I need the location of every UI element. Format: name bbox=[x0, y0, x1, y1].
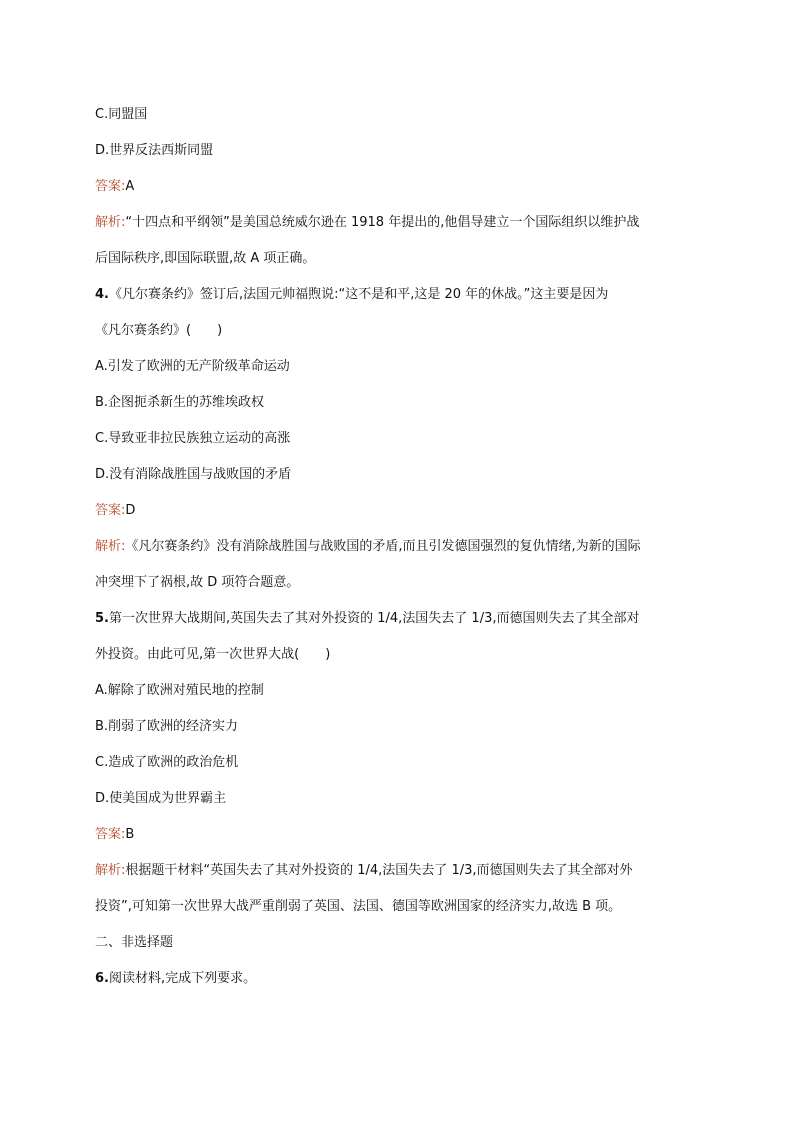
answer-value: A bbox=[125, 179, 135, 194]
q5-stem-line2: 外投资。由此可见,第一次世界大战( ) bbox=[95, 647, 331, 662]
q4-analysis-line1 bbox=[95, 538, 641, 556]
analysis-label: 解析: bbox=[95, 863, 126, 878]
q5-analysis-line1 bbox=[95, 862, 633, 880]
q3-option-d: D.世界反法西斯同盟 bbox=[95, 143, 214, 158]
q5-option-b: B.削弱了欧洲的经济实力 bbox=[95, 719, 239, 734]
question-stem: 第一次世界大战期间,英国失去了其对外投资的 1/4,法国失去了 1/3,而德国则失去了其全部对 bbox=[108, 611, 640, 626]
q5-answer bbox=[95, 826, 134, 844]
answer-label: 答案: bbox=[95, 503, 126, 518]
q4-stem-line2: 《凡尔赛条约》( ) bbox=[95, 323, 223, 338]
q5-option-d: D.使美国成为世界霸主 bbox=[95, 791, 227, 806]
section-heading: 二、非选择题 bbox=[95, 935, 174, 950]
q4-stem-line1 bbox=[95, 286, 608, 304]
q4-option-c: C.导致亚非拉民族独立运动的高涨 bbox=[95, 431, 291, 446]
q4-option-b: B.企图扼杀新生的苏维埃政权 bbox=[95, 395, 265, 410]
answer-value: B bbox=[125, 827, 135, 842]
analysis-text: 根据题干材料“英国失去了其对外投资的 1/4,法国失去了 1/3,而德国则失去了其全部对外 bbox=[125, 863, 633, 878]
q5-analysis-line2: 投资”,可知第一次世界大战严重削弱了英国、法国、德国等欧洲国家的经济实力,故选 B 项。 bbox=[95, 899, 622, 914]
q5-stem-line1 bbox=[95, 610, 640, 628]
q4-answer bbox=[95, 502, 135, 520]
analysis-label: 解析: bbox=[95, 539, 126, 554]
q4-option-d: D.没有消除战胜国与战败国的矛盾 bbox=[95, 467, 292, 482]
answer-value: D bbox=[125, 503, 136, 518]
answer-label: 答案: bbox=[95, 179, 126, 194]
q4-analysis-line2: 冲突埋下了祸根,故 D 项符合题意。 bbox=[95, 575, 300, 590]
question-stem: 《凡尔赛条约》签订后,法国元帅福煦说:“这不是和平,这是 20 年的休战。”这主要是因为 bbox=[108, 287, 609, 302]
q5-option-a: A.解除了欧洲对殖民地的控制 bbox=[95, 683, 264, 698]
analysis-text: 《凡尔赛条约》没有消除战胜国与战败国的矛盾,而且引发德国强烈的复仇情绪,为新的国际 bbox=[125, 539, 641, 554]
analysis-label: 解析: bbox=[95, 215, 126, 230]
question-number: 6. bbox=[95, 971, 109, 986]
analysis-text: “十四点和平纲领”是美国总统威尔逊在 1918 年提出的,他倡导建立一个国际组织以维护战 bbox=[125, 215, 640, 230]
question-number: 4. bbox=[95, 287, 109, 302]
q3-option-c: C.同盟国 bbox=[95, 107, 148, 122]
q3-analysis-line2: 后国际秩序,即国际联盟,故 A 项正确。 bbox=[95, 251, 316, 266]
q4-option-a: A.引发了欧洲的无产阶级革命运动 bbox=[95, 359, 290, 374]
question-number: 5. bbox=[95, 611, 109, 626]
q5-option-c: C.造成了欧洲的政治危机 bbox=[95, 755, 239, 770]
q6-stem bbox=[95, 970, 256, 988]
answer-label: 答案: bbox=[95, 827, 126, 842]
question-stem: 阅读材料,完成下列要求。 bbox=[108, 971, 257, 986]
q3-answer bbox=[95, 178, 134, 196]
q3-analysis-line1 bbox=[95, 214, 639, 232]
